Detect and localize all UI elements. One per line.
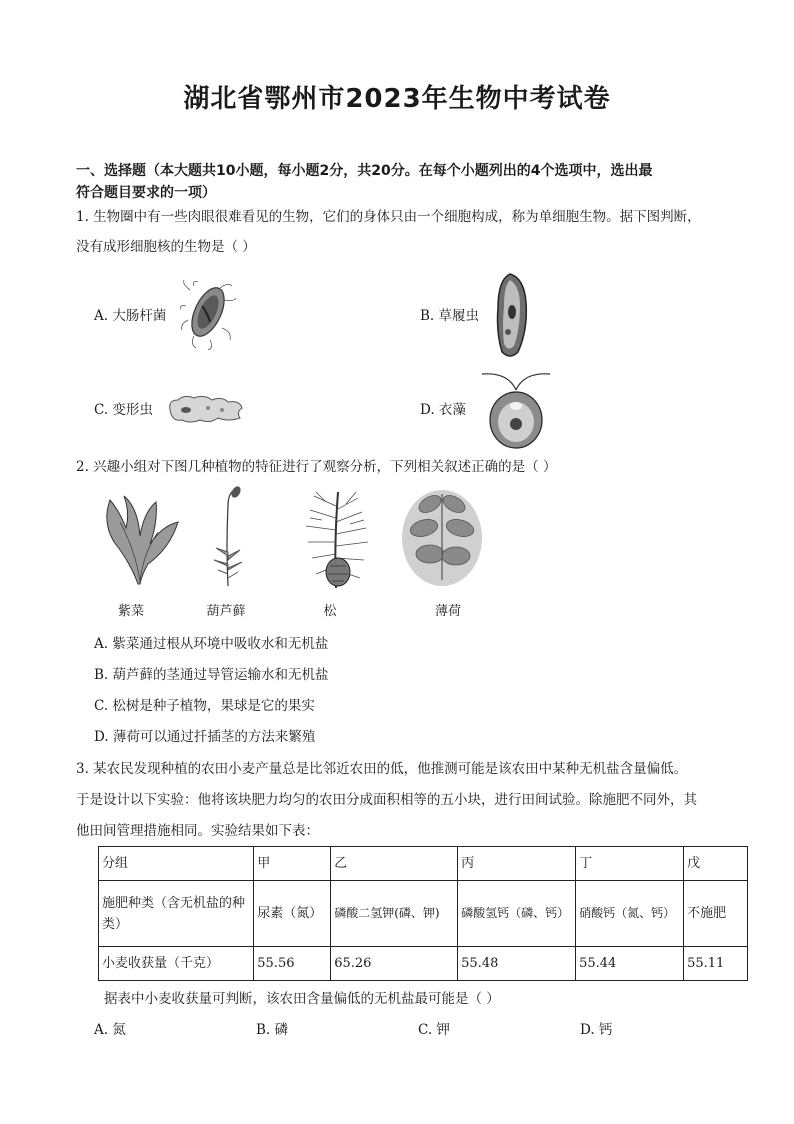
q1-stem-line1: 1. 生物圈中有一些肉眼很难看见的生物，它们的身体只由一个细胞构成，称为单细胞生物。据下图判断， [76,209,701,225]
table-cell: 55.56 [254,947,331,981]
q3-option-a[interactable]: A. 氮 [94,1022,126,1038]
table-cell: 不施肥 [684,881,748,947]
caption-mint: 薄荷 [434,604,461,619]
q2-option-b[interactable]: B. 葫芦藓的茎通过导管运输水和无机盐 [94,667,329,683]
table-cell: 施肥种类（含无机盐的种类） [99,881,254,947]
q1-option-b[interactable]: B. 草履虫 [420,308,480,324]
q3-stem-line3: 他田间管理措施相同。实验结果如下表： [76,823,319,839]
q3-stem-line1: 3. 某农民发现种植的农田小麦产量总是比邻近农田的低，他推测可能是该农田中某种无机盐含量偏低。 [76,761,688,777]
table-row [99,881,748,947]
amoeba-image [166,392,244,426]
table-cell: 55.48 [458,947,576,981]
q3-option-d[interactable]: D. 钙 [580,1022,613,1038]
q1-stem-line2: 没有成形细胞核的生物是（ ） [76,239,256,255]
table-cell: 55.11 [684,947,748,981]
table-cell: 尿素（氮） [254,881,331,947]
table-row [99,847,748,881]
table-cell: 65.26 [331,947,458,981]
table-cell: 磷酸氢钙（磷、钙） [458,881,576,947]
caption-moss: 葫芦藓 [206,604,246,619]
q2-option-a[interactable]: A. 紫菜通过根从环境中吸收水和无机盐 [94,636,329,652]
q2-option-d[interactable]: D. 薄荷可以通过扦插茎的方法来繁殖 [94,729,316,745]
table-cell: 乙 [331,847,458,881]
q1-option-d[interactable]: D. 衣藻 [420,402,466,418]
table-cell: 丁 [576,847,684,881]
results-table [98,846,748,981]
page-title: 湖北省鄂州市2023年生物中考试卷 [183,84,611,114]
caption-seaweed: 紫菜 [117,604,144,619]
moss-image [206,486,248,588]
q3-option-b[interactable]: B. 磷 [256,1022,289,1038]
mint-image [400,484,484,588]
ecoli-image [180,280,238,350]
q2-stem: 2. 兴趣小组对下图几种植物的特征进行了观察分析，下列相关叙述正确的是（ ） [76,459,557,475]
table-cell: 丙 [458,847,576,881]
table-cell: 磷酸二氢钾(磷、钾) [331,881,458,947]
q3-prompt: 据表中小麦收获量可判断，该农田含量偏低的无机盐最可能是（ ） [104,991,500,1007]
pine-image [296,486,374,590]
table-cell: 硝酸钙（氮、钙） [576,881,684,947]
table-cell: 甲 [254,847,331,881]
q1-option-a[interactable]: A. 大肠杆菌 [94,308,167,324]
chlamydomonas-image [478,368,554,450]
caption-pine: 松 [323,604,337,619]
q1-option-c[interactable]: C. 变形虫 [94,402,153,418]
table-row [99,947,748,981]
table-cell: 分组 [99,847,254,881]
section-heading-line2: 符合题目要求的一项） [76,185,216,201]
q3-option-c[interactable]: C. 钾 [418,1022,450,1038]
q3-stem-line2: 于是设计以下实验：他将该块肥力均匀的农田分成面积相等的五小块，进行田间试验。除施肥不同外，其 [76,792,697,808]
q2-option-c[interactable]: C. 松树是种子植物，果球是它的果实 [94,698,315,714]
paramecium-image [494,272,530,358]
table-cell: 戊 [684,847,748,881]
section-heading-line1: 一、选择题（本大题共10小题，每小题2分，共20分。在每个小题列出的4个选项中，选出最 [76,163,653,179]
table-cell: 55.44 [576,947,684,981]
seaweed-image [100,492,182,588]
table-cell: 小麦收获量（千克） [99,947,254,981]
